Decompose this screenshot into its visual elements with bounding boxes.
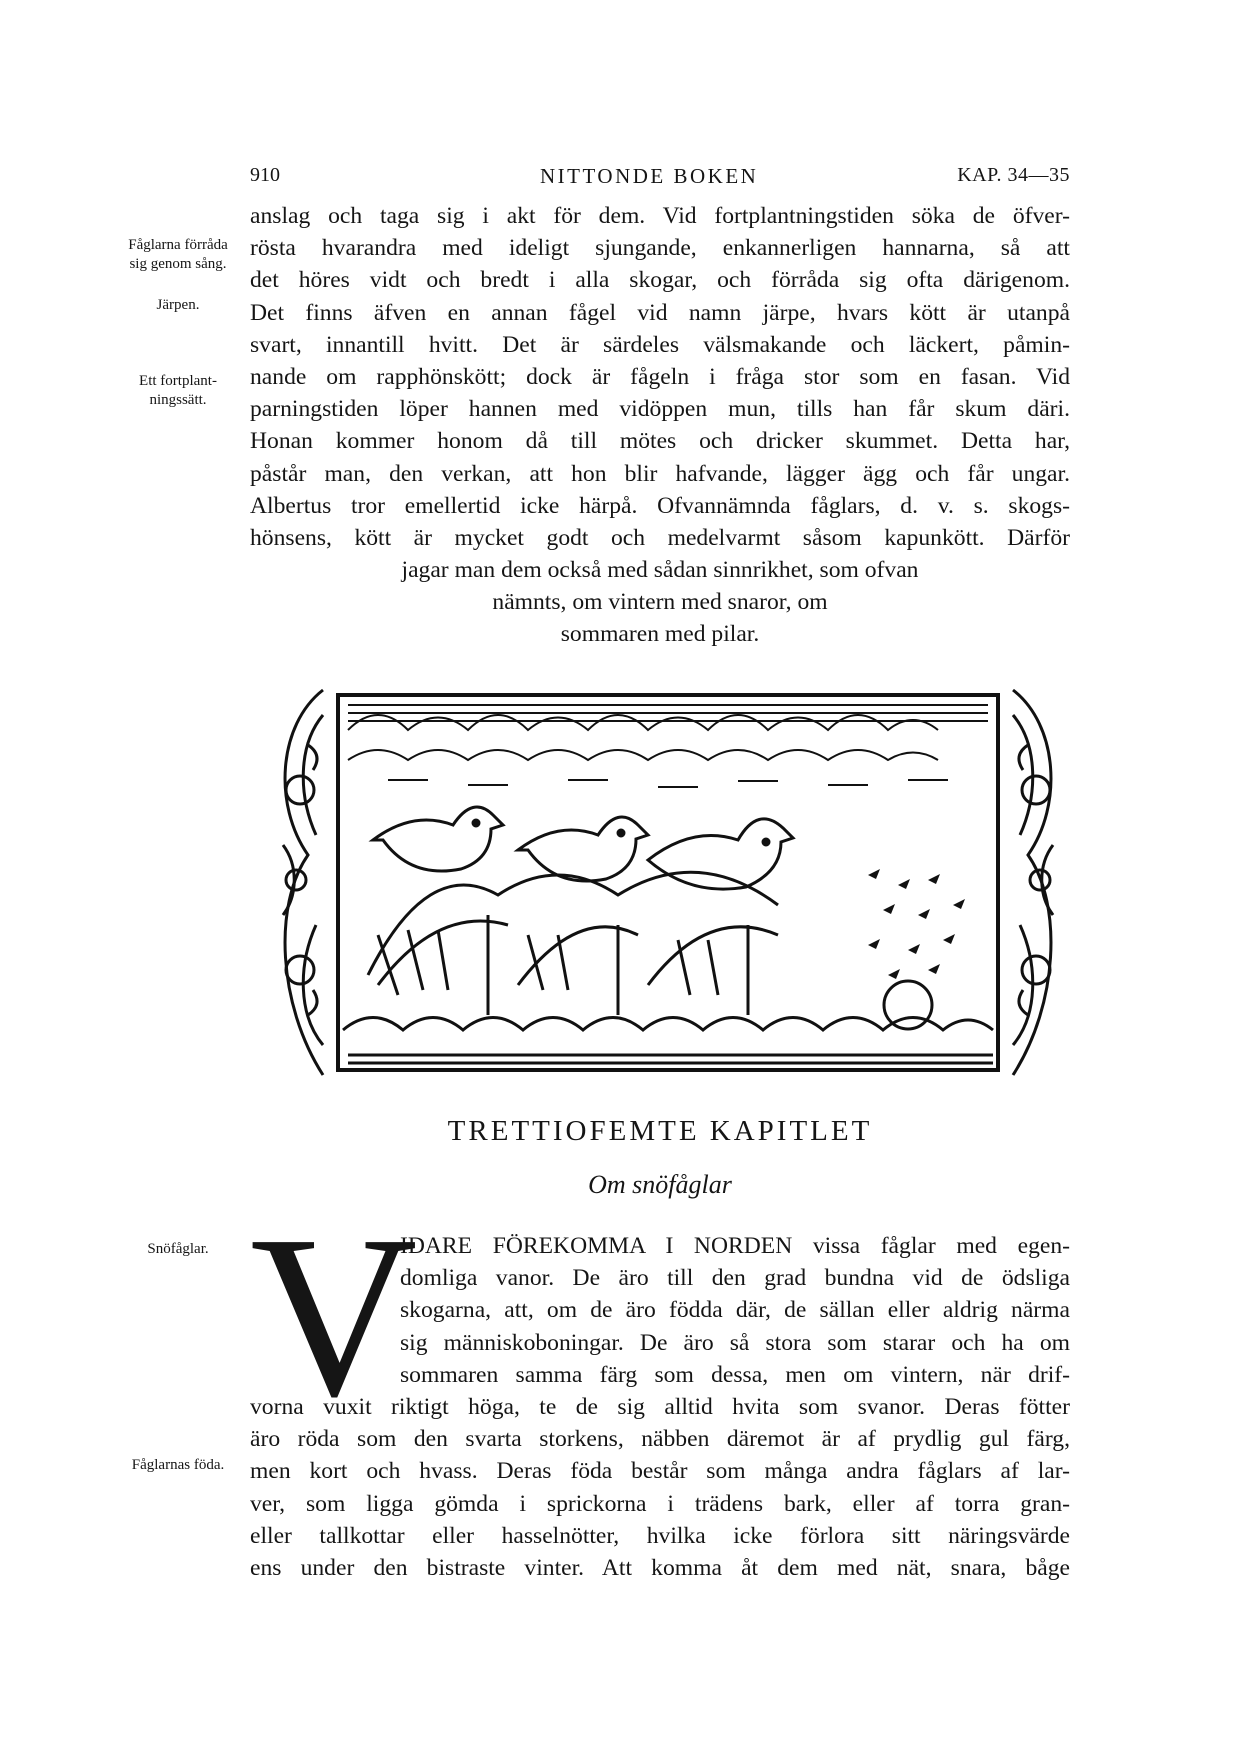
margin-note-song: Fåglarna förråda sig genom sång.: [128, 237, 228, 272]
text-line: men kort och hvass. Deras föda består som många andra fåglars af lar-: [250, 1458, 1070, 1485]
running-head: [250, 162, 1070, 192]
text-line: det höres vidt och bredt i alla skogar, och förråda sig ofta därigenom.: [250, 267, 1070, 294]
text-line-tail: nämnts, om vintern med snaror, om: [492, 589, 828, 616]
text-line: äro röda som den svarta storkens, näbben däremot är af prydlig gul färg,: [250, 1426, 1070, 1453]
right-ornament: [1013, 690, 1053, 1075]
left-ornament: [283, 690, 323, 1075]
paragraph-2-indented: [400, 1230, 1070, 1391]
text-line: skogarna, att, om de äro födda där, de sällan eller aldrig närma: [400, 1297, 1070, 1324]
text-line: rösta hvarandra med ideligt sjungande, enkannerligen hannarna, så att: [250, 235, 1070, 262]
text-line: Det finns äfven en annan fågel vid namn järpe, hvars kött är utanpå: [250, 299, 1070, 326]
margin-note-fortplantning: Ett fortplant-ningssätt.: [139, 373, 217, 408]
chapter-title: TRETTIOFEMTE KAPITLET: [447, 1115, 873, 1147]
margin-note-snofaglar: Snöfåglar.: [147, 1241, 209, 1257]
text-line: vorna vuxit riktigt höga, te de sig alltid hvita som svanor. Deras fötter: [250, 1394, 1070, 1420]
paragraph-2: [250, 1391, 1070, 1584]
text-line: påstår man, den verkan, att hon blir hafvande, lägger ägg och får ungar.: [250, 460, 1070, 487]
margin-note-jarpen: Järpen.: [156, 297, 200, 313]
text-line-tail: sommaren med pilar.: [560, 621, 760, 648]
text-line: svart, innantill hvitt. Det är särdeles välsmakande och läckert, påmin-: [250, 331, 1070, 358]
woodcut-svg: [268, 685, 1068, 1080]
drop-initial: V: [250, 1188, 418, 1445]
margin-note-foda: Fåglarnas föda.: [131, 1457, 225, 1473]
paragraph-1: [250, 200, 1070, 651]
text-line: eller tallkottar eller hasselnötter, hvilka icke förlora sitt näringsvärde: [250, 1522, 1070, 1549]
woodcut-illustration: [268, 685, 1068, 1080]
text-line: Honan kommer honom då till mötes och dricker skummet. Detta har,: [250, 428, 1070, 455]
text-line: Albertus tror emellertid icke härpå. Ofvannämnda fåglars, d. v. s. skogs-: [250, 492, 1070, 519]
text-line: nande om rapphönskött; dock är fågeln i fråga stor som en fasan. Vid: [250, 363, 1070, 390]
text-line: ver, som ligga gömda i sprickorna i trädens bark, eller af torra gran-: [250, 1490, 1070, 1517]
text-line: sig människoboningar. De äro så stora som starar och ha om: [400, 1329, 1070, 1356]
chapter-subtitle: Om snöfåglar: [588, 1170, 732, 1199]
text-line: sommaren samma färg som dessa, men om vintern, när drif-: [400, 1361, 1070, 1388]
page-number: 910: [250, 164, 280, 186]
chapter-range: KAP. 34—35: [957, 164, 1070, 186]
text-line: ens under den bistraste vinter. Att komma åt dem med nät, snara, båge: [250, 1554, 1070, 1581]
book-title: NITTONDE BOKEN: [540, 164, 759, 188]
text-line: IDARE FÖREKOMMA I NORDEN vissa fåglar med egen-: [400, 1233, 1070, 1259]
text-line-tail: jagar man dem också med sådan sinnrikhet, som ofvan: [401, 557, 919, 584]
text-line: parningstiden löper hannen med vidöppen mun, tills han får skum däri.: [250, 396, 1070, 423]
text-line: anslag och taga sig i akt för dem. Vid fortplantningstiden söka de öfver-: [250, 203, 1070, 229]
text-line: hönsens, kött är mycket godt och medelvarmt såsom kapunkött. Därför: [250, 524, 1070, 551]
text-line: domliga vanor. De äro till den grad bundna vid de ödsliga: [400, 1265, 1070, 1292]
